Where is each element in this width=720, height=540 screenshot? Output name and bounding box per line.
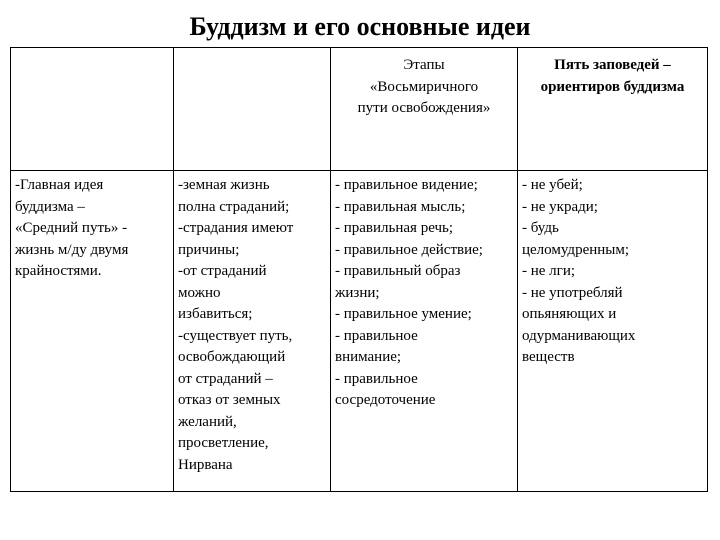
table-header-row <box>11 48 708 171</box>
table-body-row <box>11 171 708 492</box>
cell-line: опьяняющих и <box>522 306 617 322</box>
cell-line: - правильное умение; <box>335 306 472 322</box>
header-line: «Восьмиричного <box>369 78 479 95</box>
cell-line: - не употребляй <box>522 284 623 301</box>
ideas-table <box>10 47 708 492</box>
cell-line: просветление, <box>178 435 269 451</box>
cell-line: -страдания имеют <box>178 220 294 236</box>
cell-line: веществ <box>522 349 575 365</box>
header-cell-eightfold-path <box>331 48 518 171</box>
cell-line: жизни; <box>335 284 380 301</box>
header-cell-empty-1 <box>11 48 174 171</box>
header-line: пути освобождения» <box>357 100 491 116</box>
cell-line: отказ от земных <box>178 392 281 408</box>
cell-line: полна страданий; <box>178 198 290 215</box>
cell-line: - правильная мысль; <box>335 198 466 215</box>
cell-main-idea <box>11 171 174 492</box>
cell-line: - правильный образ <box>335 263 461 279</box>
cell-four-truths <box>174 171 331 492</box>
cell-line: - не лги; <box>522 263 576 279</box>
cell-line: -от страданий <box>178 263 267 279</box>
cell-line: - правильное <box>335 327 418 344</box>
cell-line: - правильная речь; <box>335 220 454 236</box>
cell-line: внимание; <box>335 349 402 365</box>
cell-line: буддизма – <box>15 198 85 215</box>
header-cell-empty-2 <box>174 48 331 171</box>
cell-line: можно <box>178 284 221 301</box>
cell-line: целомудренным; <box>522 241 630 258</box>
cell-line: желаний, <box>178 413 237 430</box>
header-cell-five-precepts <box>518 48 708 171</box>
cell-line: - правильное действие; <box>335 241 483 258</box>
cell-line: - правильное <box>335 370 418 387</box>
header-line: Этапы <box>403 57 445 73</box>
cell-line: -земная жизнь <box>178 177 270 193</box>
cell-line: сосредоточение <box>335 392 436 408</box>
cell-line: причины; <box>178 241 240 258</box>
cell-eightfold-path <box>331 171 518 492</box>
cell-line: Нирвана <box>178 456 233 473</box>
cell-line: «Средний путь» - <box>15 220 128 236</box>
five-precepts-header <box>522 48 703 98</box>
cell-line: от страданий – <box>178 370 273 387</box>
cell-line: - не укради; <box>522 198 598 215</box>
header-line: Пять заповедей – <box>554 57 671 73</box>
cell-line: - будь <box>522 220 559 236</box>
cell-five-precepts <box>518 171 708 492</box>
cell-line: -существует путь, <box>178 327 293 344</box>
cell-line: жизнь м/ду двумя <box>15 241 129 258</box>
eightfold-path-header <box>335 48 513 120</box>
cell-line: освобождающий <box>178 349 286 365</box>
page-title: Буддизм и его основные идеи <box>189 12 531 41</box>
cell-line: избавиться; <box>178 306 253 322</box>
cell-line: одурманивающих <box>522 327 636 344</box>
cell-line: - правильное видение; <box>335 177 478 193</box>
cell-line: - не убей; <box>522 177 583 193</box>
cell-line: крайностями. <box>15 263 102 279</box>
header-line: ориентиров буддизма <box>540 78 685 95</box>
cell-line: -Главная идея <box>15 177 104 193</box>
